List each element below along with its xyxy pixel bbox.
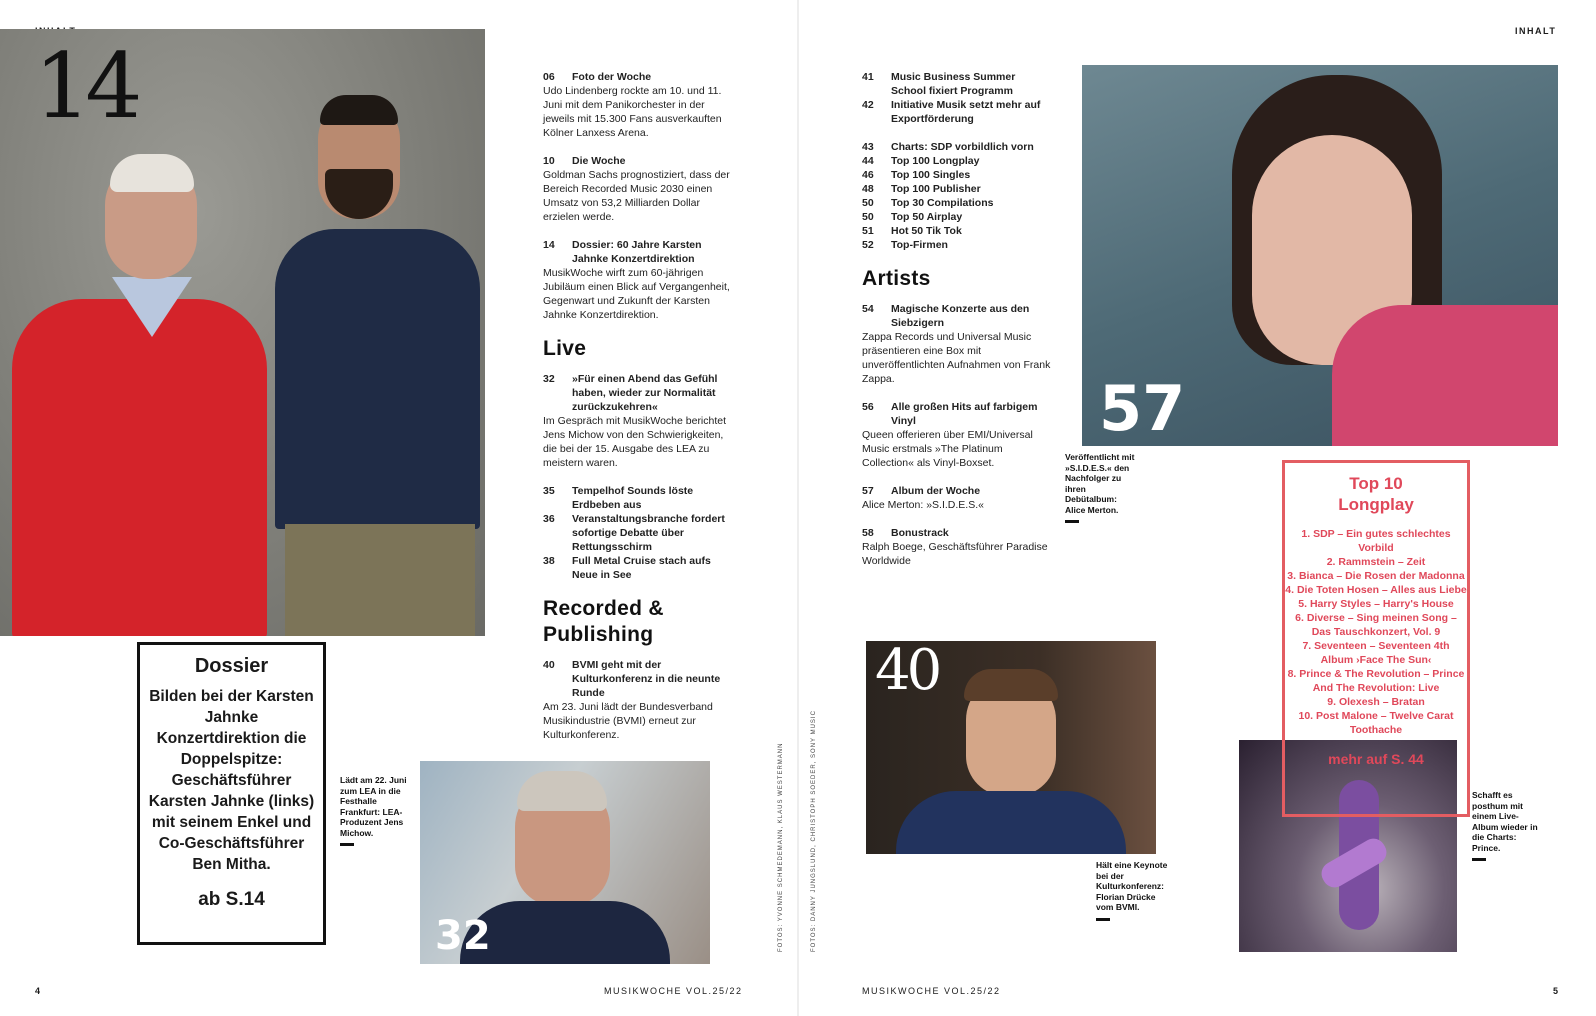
toc-entry-56: 56 Alle großen Hits auf farbigem Vinyl Queen offerieren über EMI/Universal Music erstmals »The Platinum Collection« als Vinyl-Boxset. bbox=[862, 401, 1038, 469]
toc-page: 14 bbox=[543, 239, 555, 251]
toc-title: Initiative Musik setzt mehr auf Exportförderung bbox=[891, 99, 1041, 125]
photo-credit-right: FOTOS: DANNY JUNGSLUND, CHRISTOPH SOEDER, SONY MUSIC bbox=[811, 710, 817, 952]
toc-column-1 bbox=[543, 70, 733, 756]
toc-desc: Am 23. Juni lädt der Bundesverband Musikindustrie (BVMI) erneut zur Kulturkonferenz. bbox=[543, 701, 713, 741]
caption-kulturkonferenz-text: Hält eine Keynote bei der Kulturkonferenz: Florian Drücke vom BVMI. bbox=[1096, 860, 1168, 912]
toc-entry-35 bbox=[543, 484, 733, 512]
toc-page: 32 bbox=[543, 373, 555, 385]
footer-magazine-left: MUSIKWOCHE VOL.25/22 bbox=[604, 986, 743, 996]
toc-desc: Goldman Sachs prognostiziert, dass der Bereich Recorded Music 2030 einen Umsatz von 53,2 Milliarden Dollar erzielen werde. bbox=[543, 169, 730, 223]
caption-lea-text: Lädt am 22. Juni zum LEA in die Festhalle Frankfurt: LEA-Produzent Jens Michow. bbox=[340, 775, 407, 838]
toc-title: Tempelhof Sounds löste Erdbeben aus bbox=[572, 485, 694, 511]
caption-kulturkonferenz bbox=[1096, 860, 1168, 921]
toc-desc: Im Gespräch mit MusikWoche berichtet Jens Michow von den Schwierigkeiten, die bei der 15. Ausgabe des LEA zu meistern waren. bbox=[543, 415, 727, 469]
footer-magazine-right: MUSIKWOCHE VOL.25/22 bbox=[862, 986, 1001, 996]
toc-page: 35 bbox=[543, 485, 555, 497]
toc-entry-42 bbox=[862, 98, 1052, 126]
top10-item: 9. Olexesh – Bratan bbox=[1327, 696, 1425, 708]
top10-item: 3. Bianca – Die Rosen der Madonna bbox=[1287, 570, 1465, 582]
toc-page: 40 bbox=[543, 659, 555, 671]
dossier-text: Bilden bei der Karsten Jahnke Konzertdirektion die Doppelspitze: Geschäftsführer Karsten Jahnke (links) mit seinem Enkel und Co-Geschäftsführer Ben Mitha. bbox=[148, 688, 315, 873]
top10-item: 10. Post Malone – Twelve Carat Toothache bbox=[1298, 710, 1454, 736]
toc-entry-38 bbox=[543, 554, 733, 582]
toc-page: 10 bbox=[543, 155, 555, 167]
toc-entry-54: 54 Magische Konzerte aus den Siebzigern Zappa Records und Universal Music präsentieren eine Box mit unveröffentlichten Aufnahmen von Frank Zappa. bbox=[862, 303, 1051, 385]
toc-page: 06 bbox=[543, 71, 555, 83]
toc-title: Die Woche bbox=[572, 155, 626, 167]
dossier-box bbox=[137, 642, 326, 945]
toc-title: »Für einen Abend das Gefühl haben, wieder zur Normalität zurückzukehren« bbox=[572, 373, 718, 413]
top10-list bbox=[1285, 527, 1467, 737]
toc-entry-14 bbox=[543, 238, 733, 322]
caption-prince-text: Schafft es posthum mit einem Live-Album wieder in die Charts: Prince. bbox=[1472, 790, 1538, 853]
caption-prince bbox=[1472, 790, 1542, 861]
toc-entry-36 bbox=[543, 512, 733, 554]
toc-entry-58: 58 Bonustrack Ralph Boege, Geschäftsführer Paradise Worldwide bbox=[862, 527, 1048, 567]
top10-item: 7. Seventeen – Seventeen 4th Album ›Face The Sun‹ bbox=[1302, 640, 1450, 666]
toc-entry-57: 57 Album der Woche Alice Merton: »S.I.D.E.S.« bbox=[862, 485, 984, 511]
page-number-14: 14 bbox=[34, 34, 137, 139]
top10-item: 1. SDP – Ein gutes schlechtes Vorbild bbox=[1301, 528, 1451, 554]
toc-entry-32 bbox=[543, 372, 733, 470]
toc-title: Veranstaltungsbranche fordert sofortige Debatte über Rettungsschirm bbox=[572, 513, 725, 553]
page-number-left: 4 bbox=[35, 986, 41, 996]
photo-credit-left: FOTOS: YVONNE SCHMEDEMANN, KLAUS WESTERMANN bbox=[778, 742, 784, 952]
caption-alice bbox=[1065, 452, 1135, 523]
toc-entry-10 bbox=[543, 154, 733, 224]
toc-entry-41 bbox=[862, 70, 1052, 98]
toc-page: 42 bbox=[862, 99, 874, 111]
top10-item: 6. Diverse – Sing meinen Song – Das Tauschkonzert, Vol. 9 bbox=[1295, 612, 1457, 638]
page-number-32: 32 bbox=[435, 913, 491, 959]
toc-desc: Udo Lindenberg rockte am 10. und 11. Juni mit dem Panikorchester in der jeweils mit 15.300 Fans ausverkauften Kölner Lanxess Arena. bbox=[543, 85, 722, 139]
top10-item: 4. Die Toten Hosen – Alles aus Liebe bbox=[1285, 584, 1467, 596]
section-artists: Artists bbox=[862, 267, 931, 290]
section-recorded-publishing: Recorded & Publishing bbox=[543, 597, 664, 646]
toc-entry-40 bbox=[543, 658, 733, 742]
toc-title: Music Business Summer School fixiert Programm bbox=[891, 71, 1016, 97]
section-live: Live bbox=[543, 337, 587, 360]
page-number-57: 57 bbox=[1099, 372, 1186, 445]
toc-charts-list: 43 Charts: SDP vorbildlich vorn 44 Top 100 Longplay 46 Top 100 Singles 48 Top 100 Publisher 50 Top 30 Compilations 50 Top 50 Airplay 51 Hot 50 Tik Tok 52 Top-Firmen bbox=[862, 141, 1034, 251]
toc-title: BVMI geht mit der Kulturkonferenz in die neunte Runde bbox=[572, 659, 721, 699]
top10-box bbox=[1282, 460, 1470, 817]
toc-title: Dossier: 60 Jahre Karsten Jahnke Konzertdirektion bbox=[572, 239, 702, 265]
top10-item: 5. Harry Styles – Harry's House bbox=[1298, 598, 1454, 610]
page-number-right: 5 bbox=[1553, 986, 1559, 996]
toc-desc: MusikWoche wirft zum 60-jährigen Jubiläum einen Blick auf Vergangenheit, Gegenwart und Zukunft der Karsten Jahnke Konzertdirektion. bbox=[543, 267, 730, 321]
page-number-40: 40 bbox=[875, 638, 939, 703]
running-head-right: INHALT bbox=[1515, 26, 1557, 36]
toc-page: 38 bbox=[543, 555, 555, 567]
page-gutter bbox=[797, 0, 799, 1016]
caption-lea bbox=[340, 775, 412, 846]
dossier-title: Dossier bbox=[194, 655, 269, 677]
top10-title: Top 10 Longplay bbox=[1338, 474, 1414, 514]
toc-title: Full Metal Cruise stach aufs Neue in See bbox=[572, 555, 711, 581]
top10-item: 2. Rammstein – Zeit bbox=[1326, 556, 1426, 568]
toc-page: 41 bbox=[862, 71, 874, 83]
caption-alice-text: Veröffentlicht mit »S.I.D.E.S.« den Nachfolger zu ihren Debütalbum: Alice Merton. bbox=[1065, 452, 1135, 515]
toc-title: Foto der Woche bbox=[572, 71, 652, 83]
top10-item: 8. Prince & The Revolution – Prince And The Revolution: Live bbox=[1287, 668, 1465, 694]
top10-more: mehr auf S. 44 bbox=[1328, 751, 1424, 767]
toc-entry-06 bbox=[543, 70, 733, 140]
toc-page: 36 bbox=[543, 513, 555, 525]
dossier-ref: ab S.14 bbox=[198, 889, 265, 910]
toc-column-3 bbox=[862, 70, 1052, 582]
